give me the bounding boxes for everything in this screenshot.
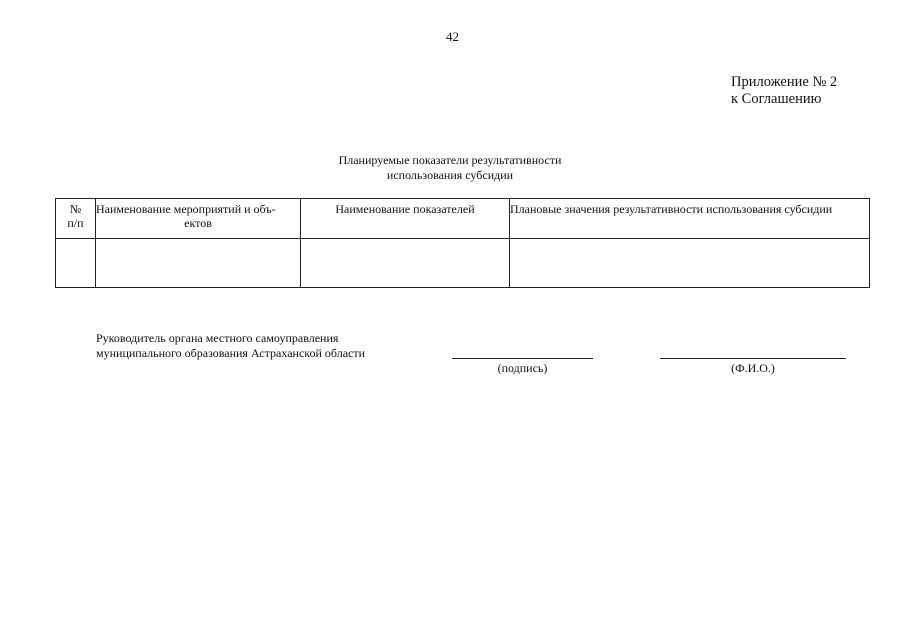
signatory-position	[96, 331, 365, 361]
signature-caption: (подпись)	[497, 361, 548, 375]
full-name-line	[660, 358, 846, 359]
table-cell-planned-values	[510, 239, 870, 288]
header-number	[56, 199, 96, 239]
table-cell-activity-name	[96, 239, 301, 288]
signature-line	[452, 358, 593, 359]
header-planned-values: Плановые значения результативности использования субсидии	[510, 199, 870, 239]
appendix-line-1: Приложение № 2	[731, 74, 838, 90]
title-line-1: Планируемые показатели результативности	[338, 153, 562, 167]
header-activity-name-line-2: ектов	[184, 216, 212, 230]
title-line-2: использования субсидии	[386, 168, 514, 182]
appendix-heading	[731, 74, 837, 108]
indicators-table	[55, 198, 870, 288]
header-activity-name-line-1: Наименование мероприятий и объ-	[96, 202, 276, 216]
signatory-position-line-1: Руководитель органа местного самоуправления	[96, 331, 339, 345]
document-title	[250, 153, 650, 183]
signatory-position-line-2: муниципального образования Астраханской области	[96, 346, 366, 360]
header-activity-name	[96, 199, 301, 239]
page-number: 42	[446, 29, 459, 44]
header-indicator-name: Наименование показателей	[301, 199, 510, 239]
table-cell-indicator-name	[301, 239, 510, 288]
table-row	[56, 239, 870, 288]
table-cell-number	[56, 239, 96, 288]
header-number-line-1: №	[69, 202, 82, 216]
header-number-line-2: п/п	[67, 216, 84, 230]
appendix-line-2: к Соглашению	[731, 91, 822, 107]
table-header-row	[56, 199, 870, 239]
full-name-caption: (Ф.И.О.)	[731, 361, 775, 375]
